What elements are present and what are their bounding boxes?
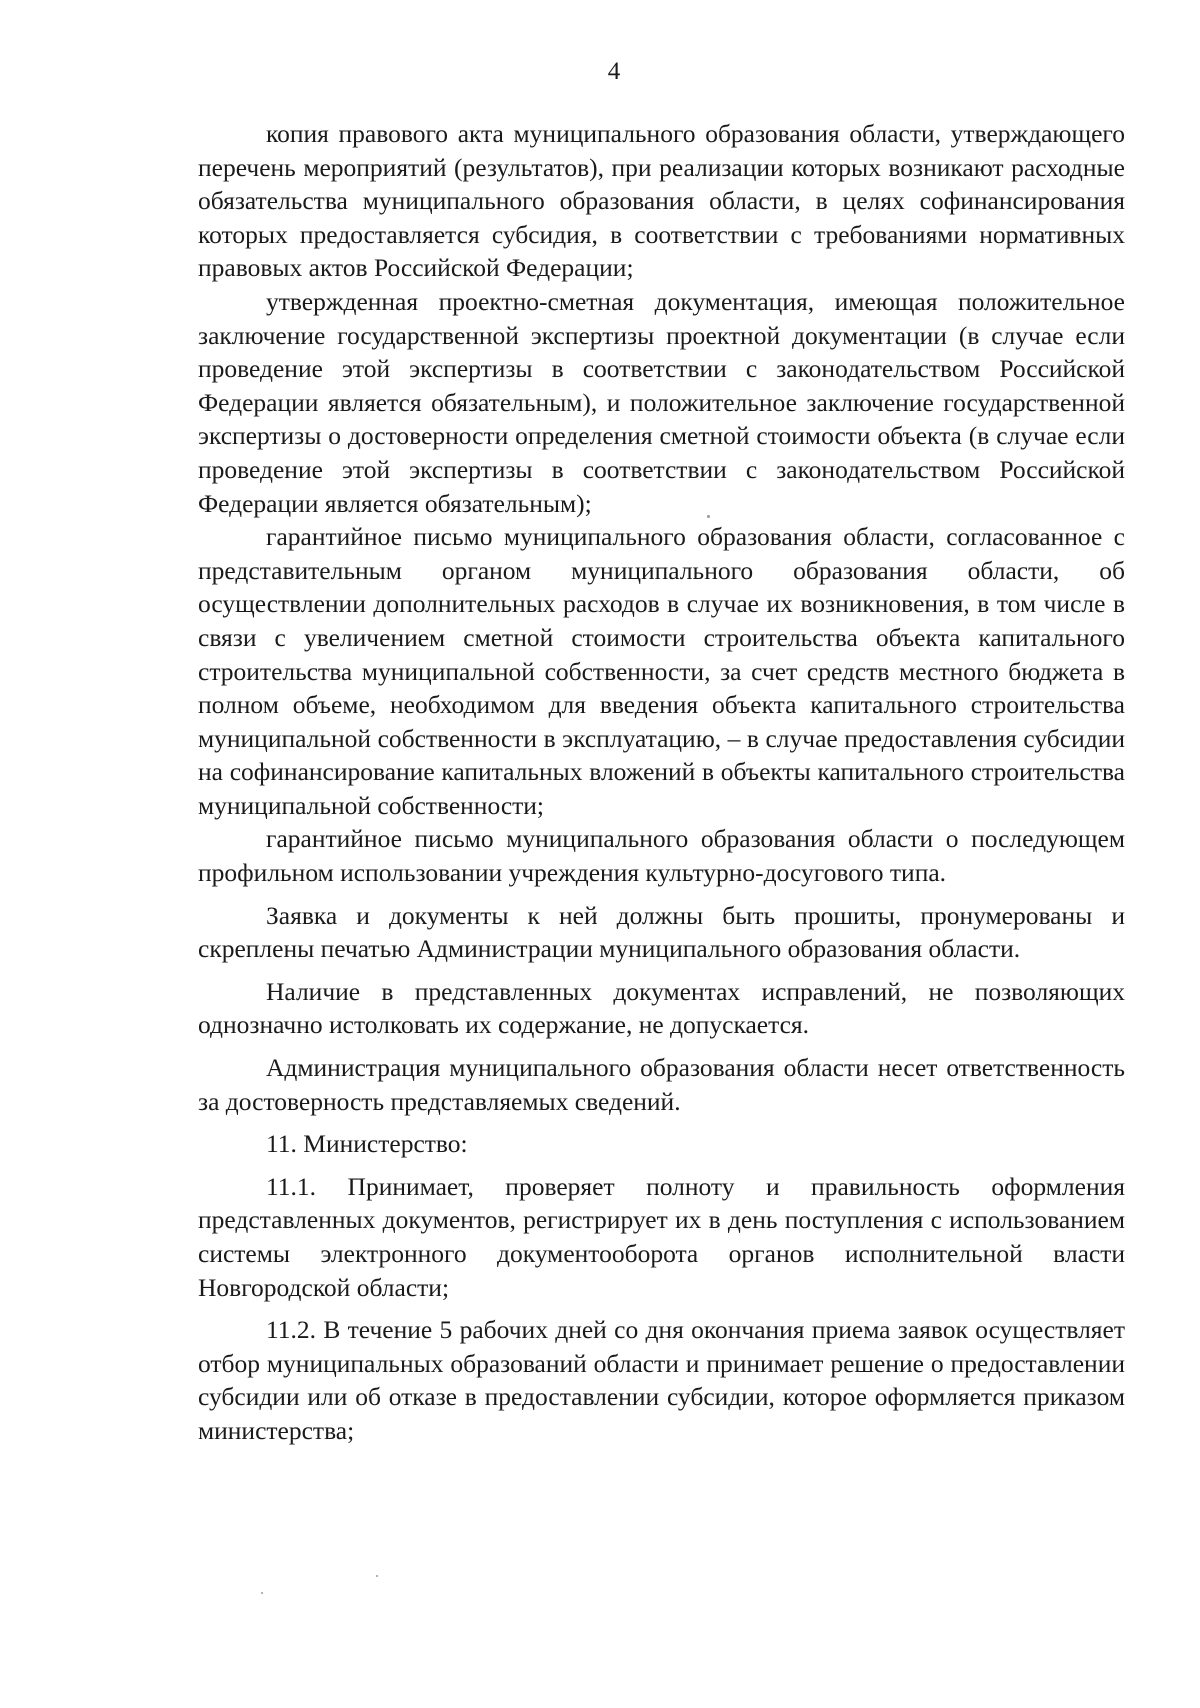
paragraph-guarantee-letter-profile-use: гарантийное письмо муниципального образования области о последующем профильном использовании учреждения культурно-досугового типа. xyxy=(198,824,1125,888)
paragraph-guarantee-letter-additional-costs: гарантийное письмо муниципального образования области, согласованное с представительным органом муниципального образования области, об осуществлении дополнительных расходов в случае их возникновения, в том числе в связи с увеличением сметной стоимости строительства объекта капитального строительства муниципальной собственности, за счет средств местного бюджета в полном объеме, необходимом для введения объекта капитального строительства муниципальной собственности в эксплуатацию, – в случае предоставления субсидии на софинансирование капитальных вложений в объекты капитального строительства муниципальной собственности; xyxy=(198,522,1125,820)
page-number: 4 xyxy=(607,58,621,85)
scan-speck xyxy=(707,515,710,518)
paragraph-section-11-heading: 11. Министерство: xyxy=(266,1129,468,1159)
paragraph-application-binding: Заявка и документы к ней должны быть прошиты, пронумерованы и скреплены печатью Администрации муниципального образования области. xyxy=(198,900,1125,964)
paragraph-legal-act-copy: копия правового акта муниципального образования области, утверждающего перечень мероприятий (результатов), при реализации которых возникают расходные обязательства муниципального образования области, в целях софинансирования которых предоставляется субсидия, в соответствии с требованиями нормативных правовых актов Российской Федерации; xyxy=(198,119,1125,283)
paragraph-item-11-2: 11.2. В течение 5 рабочих дней со дня окончания приема заявок осуществляет отбор муниципальных образований области и принимает решение о предоставлении субсидии или об отказе в предоставлении субсидии, которое оформляется приказом министерства; xyxy=(198,1315,1125,1445)
scan-speck xyxy=(261,1592,263,1594)
scan-speck xyxy=(376,1575,378,1577)
paragraph-design-estimate-documentation: утвержденная проектно-сметная документация, имеющая положительное заключение государственной экспертизы проектной документации (в случае если проведение этой экспертизы в соответствии с законодательством Российской Федерации является обязательным), и положительное заключение государственной экспертизы о достоверности определения сметной стоимости объекта (в случае если проведение этой экспертизы в соответствии с законодательством Российской Федерации является обязательным); xyxy=(198,286,1125,518)
paragraph-administration-responsibility: Администрация муниципального образования области несет ответственность за достоверность представляемых сведений. xyxy=(198,1053,1125,1116)
paragraph-corrections-not-allowed: Наличие в представленных документах исправлений, не позволяющих однозначно истолковать их содержание, не допускается. xyxy=(198,976,1125,1040)
document-body xyxy=(198,117,1125,1448)
paragraph-item-11-1: 11.1. Принимает, проверяет полноту и правильность оформления представленных документов, регистрирует их в день поступления с использованием системы электронного документооборота органов исполнительной власти Новгородской области; xyxy=(198,1171,1125,1302)
